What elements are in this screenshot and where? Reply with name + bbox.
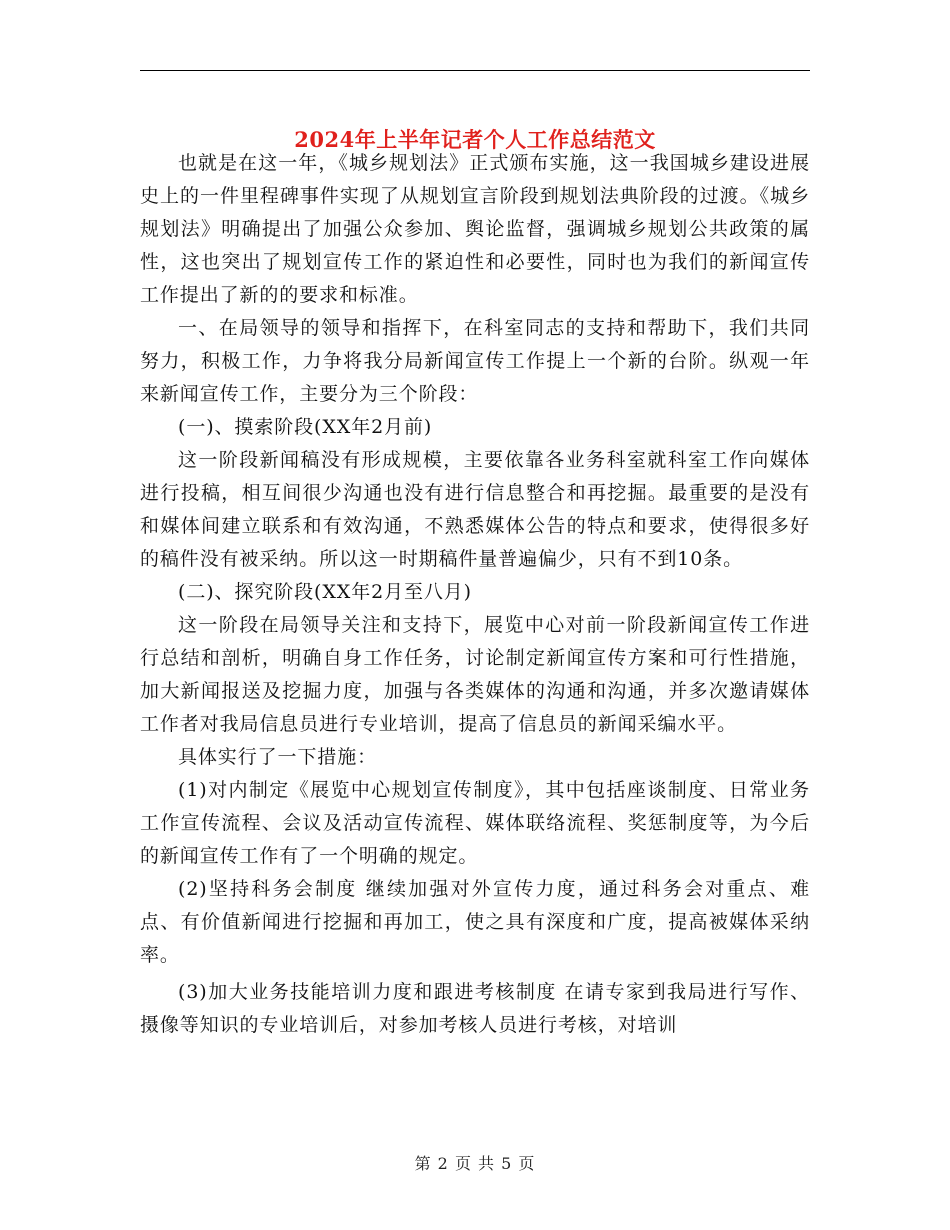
- document-body: [140, 147, 810, 1042]
- paragraph-measure-1: (1)对内制定《展览中心规划宣传制度》，其中包括座谈制度、日常业务工作宣传流程、会议及活动宣传流程、媒体联络流程、奖惩制度等，为今后的新闻宣传工作有了一个明确的规定。: [140, 779, 810, 867]
- paragraph-measures-intro: 具体实行了一下措施：: [178, 746, 378, 768]
- header-rule: [140, 70, 810, 71]
- heading-stage-one: (一)、摸索阶段(XX年2月前): [178, 416, 433, 438]
- paragraph-stage-two: 这一阶段在局领导关注和支持下，展览中心对前一阶段新闻宣传工作进行总结和剖析，明确自身工作任务，讨论制定新闻宣传方案和可行性措施，加大新闻报送及挖掘力度，加强与各类媒体的沟通和沟通，并多次邀请媒体工作者对我局信息员进行专业培训，提高了信息员的新闻采编水平。: [140, 614, 810, 735]
- heading-stage-two: (二)、探究阶段(XX年2月至八月): [178, 581, 472, 603]
- document-title: 2024年上半年记者个人工作总结范文: [294, 127, 656, 153]
- paragraph-measure-2: (2)坚持科务会制度 继续加强对外宣传力度，通过科务会对重点、难点、有价值新闻进行挖掘和再加工，使之具有深度和广度，提高被媒体采纳率。: [140, 878, 810, 966]
- paragraph-section-one: 一、在局领导的领导和指挥下，在科室同志的支持和帮助下，我们共同努力，积极工作，力争将我分局新闻宣传工作提上一个新的台阶。纵观一年来新闻宣传工作，主要分为三个阶段：: [140, 317, 810, 405]
- paragraph-intro: 也就是在这一年，《城乡规划法》正式颁布实施，这一我国城乡建设进展史上的一件里程碑事件实现了从规划宣言阶段到规划法典阶段的过渡。《城乡规划法》明确提出了加强公众参加、舆论监督，强调城乡规划公共政策的属性，这也突出了规划宣传工作的紧迫性和必要性，同时也为我们的新闻宣传工作提出了新的的要求和标准。: [140, 152, 810, 306]
- page-number: 第 2 页 共 5 页: [414, 1154, 536, 1173]
- paragraph-stage-one: 这一阶段新闻稿没有形成规模，主要依靠各业务科室就科室工作向媒体进行投稿，相互间很少沟通也没有进行信息整合和再挖掘。最重要的是没有和媒体间建立联系和有效沟通，不熟悉媒体公告的特点和要求，使得很多好的稿件没有被采纳。所以这一时期稿件量普遍偏少，只有不到10条。: [140, 449, 810, 570]
- paragraph-measure-3: (3)加大业务技能培训力度和跟进考核制度 在请专家到我局进行写作、摄像等知识的专业培训后，对参加考核人员进行考核，对培训: [140, 981, 810, 1036]
